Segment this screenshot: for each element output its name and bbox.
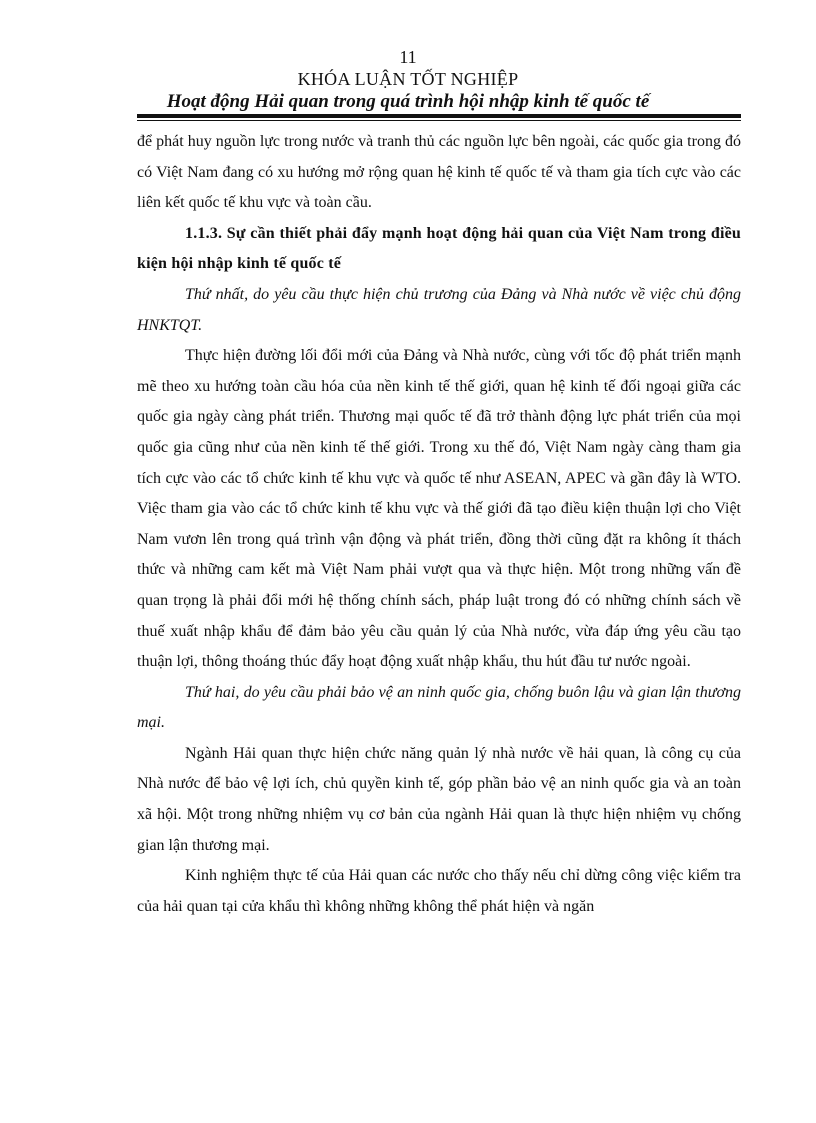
paragraph: Kinh nghiệm thực tế của Hải quan các nước cho thấy nếu chỉ dừng công việc kiểm tra của hải quan tại cửa khẩu thì không những không thể phát hiện và ngăn: [137, 867, 741, 915]
paragraph: Ngành Hải quan thực hiện chức năng quản lý nhà nước về hải quan, là công cụ của Nhà nước để bảo vệ lợi ích, chủ quyền kinh tế, góp phần bảo vệ an ninh quốc gia và an toàn xã hội. Một trong những nhiệm vụ cơ bản của ngành Hải quan là thực hiện nhiệm vụ chống gian lận thương mại.: [137, 744, 741, 854]
header-rule-thin: [137, 120, 741, 121]
body-text: [137, 127, 741, 922]
thesis-title: KHÓA LUẬN TỐT NGHIỆP: [297, 69, 519, 89]
paragraph-continuation: để phát huy nguồn lực trong nước và tranh thủ các nguồn lực bên ngoài, các quốc gia trong đó có Việt Nam đang có xu hướng mở rộng quan hệ kinh tế quốc tế và tham gia tích cực vào các liên kết quốc tế khu vực và toàn cầu.: [137, 133, 741, 212]
page-number: 11: [399, 47, 417, 67]
paragraph: Thực hiện đường lối đổi mới của Đảng và Nhà nước, cùng với tốc độ phát triển mạnh mẽ theo xu hướng toàn cầu hóa của nền kinh tế thế giới, quan hệ kinh tế đối ngoại giữa các quốc gia ngày càng phát triển. Thương mại quốc tế đã trở thành động lực phát triển của mọi quốc gia cũng như của nền kinh tế thế giới. Trong xu thế đó, Việt Nam ngày càng tham gia tích cực vào các tổ chức kinh tế khu vực và quốc tế như ASEAN, APEC và gần đây là WTO. Việc tham gia vào các tổ chức kinh tế khu vực và thế giới đã tạo điều kiện thuận lợi cho Việt Nam vươn lên trong quá trình vận động và phát triển, đồng thời cũng đặt ra không ít thách thức và những cam kết mà Việt Nam phải vượt qua và thực hiện. Một trong những vấn đề quan trọng là phải đổi mới hệ thống chính sách, pháp luật trong đó có những chính sách về thuế xuất nhập khẩu để đảm bảo yêu cầu quản lý của Nhà nước, vừa đáp ứng yêu cầu tạo thuận lợi, thông thoáng thúc đẩy hoạt động xuất nhập khẩu, thu hút đầu tư nước ngoài.: [137, 347, 741, 671]
point-first-heading: Thứ nhất, do yêu cầu thực hiện chủ trương của Đảng và Nhà nước về việc chủ động HNKTQT.: [137, 285, 741, 334]
thesis-subtitle: Hoạt động Hải quan trong quá trình hội nhập kinh tế quốc tế: [166, 91, 650, 112]
section-heading: 1.1.3. Sự cần thiết phải đẩy mạnh hoạt động hải quan của Việt Nam trong điều kiện hội nhập kinh tế quốc tế: [137, 224, 741, 273]
header-rule-thick: [137, 114, 741, 118]
point-second-heading: Thứ hai, do yêu cầu phải bảo vệ an ninh quốc gia, chống buôn lậu và gian lận thương mại.: [137, 683, 741, 732]
